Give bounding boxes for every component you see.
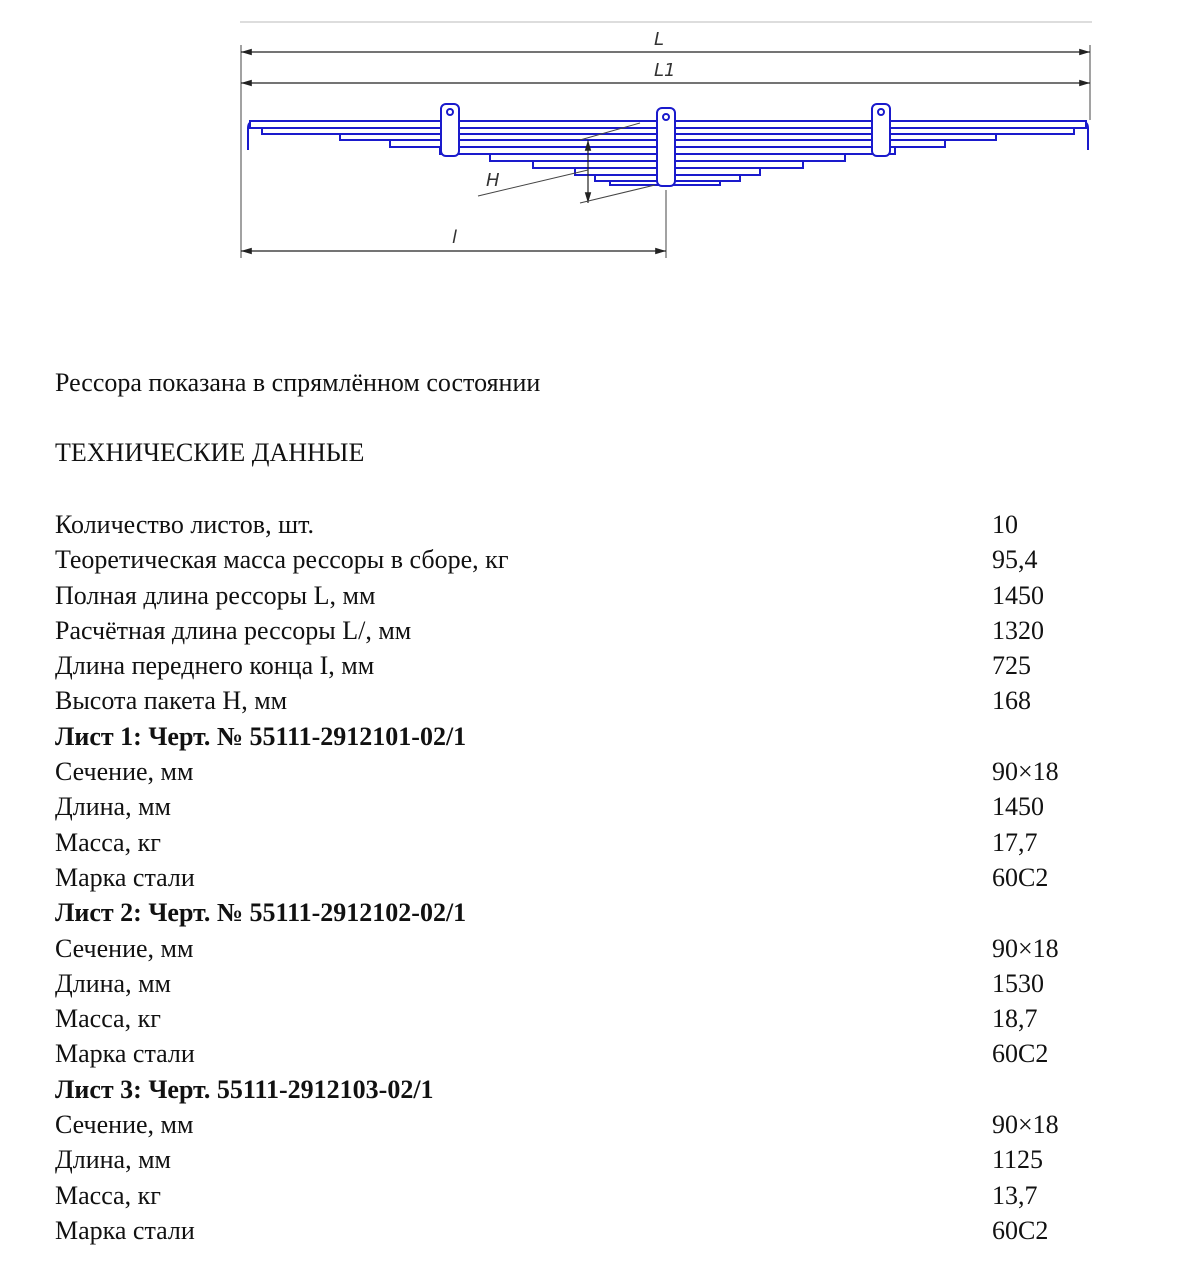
spec-value: 1450 bbox=[992, 792, 1044, 822]
spec-row bbox=[55, 648, 1155, 683]
spec-label: Высота пакета H, мм bbox=[55, 686, 288, 716]
spec-value: 18,7 bbox=[992, 1004, 1038, 1034]
leaf-title: Лист 1: Черт. № 55111-2912101-02/1 bbox=[55, 721, 467, 751]
spec-label: Марка стали bbox=[55, 862, 195, 892]
specs-table bbox=[55, 507, 1155, 1248]
spec-label: Теоретическая масса рессоры в сборе, кг bbox=[55, 545, 509, 575]
spec-row bbox=[55, 1001, 1155, 1036]
spec-value: 60С2 bbox=[992, 1039, 1049, 1069]
spec-row bbox=[55, 1213, 1155, 1248]
spec-row bbox=[55, 578, 1155, 613]
spec-label: Количество листов, шт. bbox=[55, 510, 315, 539]
spec-value: 1320 bbox=[992, 615, 1044, 645]
spec-value: 90×18 bbox=[992, 933, 1059, 963]
spec-row bbox=[55, 754, 1155, 789]
leaf-section-title bbox=[55, 1072, 1155, 1107]
spec-label: Длина, мм bbox=[55, 792, 171, 822]
leaf-spring-drawing bbox=[0, 0, 1200, 300]
dimension-label-L: L bbox=[654, 29, 665, 50]
spring-leaves bbox=[248, 104, 1088, 186]
spec-value: 95,4 bbox=[992, 545, 1038, 575]
spec-row bbox=[55, 1107, 1155, 1142]
spec-value: 60С2 bbox=[992, 862, 1049, 892]
center-bolt-pin bbox=[663, 114, 669, 120]
spec-value: 13,7 bbox=[992, 1180, 1038, 1210]
spec-value: 1125 bbox=[992, 1145, 1044, 1175]
spec-value: 725 bbox=[992, 651, 1031, 681]
spec-row bbox=[55, 683, 1155, 718]
dimension-label-L1: L1 bbox=[654, 60, 676, 81]
leaf-section-title bbox=[55, 895, 1155, 930]
spec-row bbox=[55, 825, 1155, 860]
spec-row bbox=[55, 860, 1155, 895]
spec-label: Сечение, мм bbox=[55, 933, 194, 963]
spec-row bbox=[55, 613, 1155, 648]
spec-row bbox=[55, 1036, 1155, 1071]
spec-row bbox=[55, 542, 1155, 577]
spec-label: Марка стали bbox=[55, 1215, 195, 1245]
spec-value: 1530 bbox=[992, 968, 1044, 998]
spec-value: 10 bbox=[992, 510, 1018, 539]
spec-row bbox=[55, 1142, 1155, 1177]
clamp-left-pin bbox=[447, 109, 453, 115]
leader-line-H-bottom bbox=[580, 185, 655, 203]
spec-label: Масса, кг bbox=[55, 1180, 161, 1210]
spec-label: Марка стали bbox=[55, 1039, 195, 1069]
spec-row bbox=[55, 1178, 1155, 1213]
section-heading: ТЕХНИЧЕСКИЕ ДАННЫЕ bbox=[55, 438, 365, 467]
spec-label: Длина, мм bbox=[55, 968, 171, 998]
spec-value: 60С2 bbox=[992, 1215, 1049, 1245]
spec-value: 1450 bbox=[992, 580, 1044, 610]
spec-row bbox=[55, 789, 1155, 824]
spec-row bbox=[55, 931, 1155, 966]
spec-row bbox=[55, 507, 1155, 542]
spec-label: Сечение, мм bbox=[55, 757, 194, 787]
spec-label: Сечение, мм bbox=[55, 1110, 194, 1140]
spec-label: Длина переднего конца I, мм bbox=[55, 651, 375, 681]
drawing-caption: Рессора показана в спрямлённом состоянии bbox=[55, 368, 541, 397]
spec-value: 90×18 bbox=[992, 1110, 1059, 1140]
spec-label: Масса, кг bbox=[55, 1004, 161, 1034]
spec-label: Масса, кг bbox=[55, 827, 161, 857]
clamp-right-pin bbox=[878, 109, 884, 115]
spec-label: Расчётная длина рессоры L/, мм bbox=[55, 615, 412, 645]
spec-value: 17,7 bbox=[992, 827, 1038, 857]
spec-value: 90×18 bbox=[992, 757, 1059, 787]
spec-label: Полная длина рессоры L, мм bbox=[55, 580, 376, 610]
dimension-label-l: l bbox=[452, 227, 458, 248]
leaf-title: Лист 2: Черт. № 55111-2912102-02/1 bbox=[55, 898, 467, 928]
leaf-title: Лист 3: Черт. 55111-2912103-02/1 bbox=[55, 1074, 434, 1104]
spec-value: 168 bbox=[992, 686, 1031, 716]
spec-label: Длина, мм bbox=[55, 1145, 171, 1175]
dimension-label-H: H bbox=[486, 170, 500, 191]
spec-row bbox=[55, 966, 1155, 1001]
leaf-section-title bbox=[55, 719, 1155, 754]
